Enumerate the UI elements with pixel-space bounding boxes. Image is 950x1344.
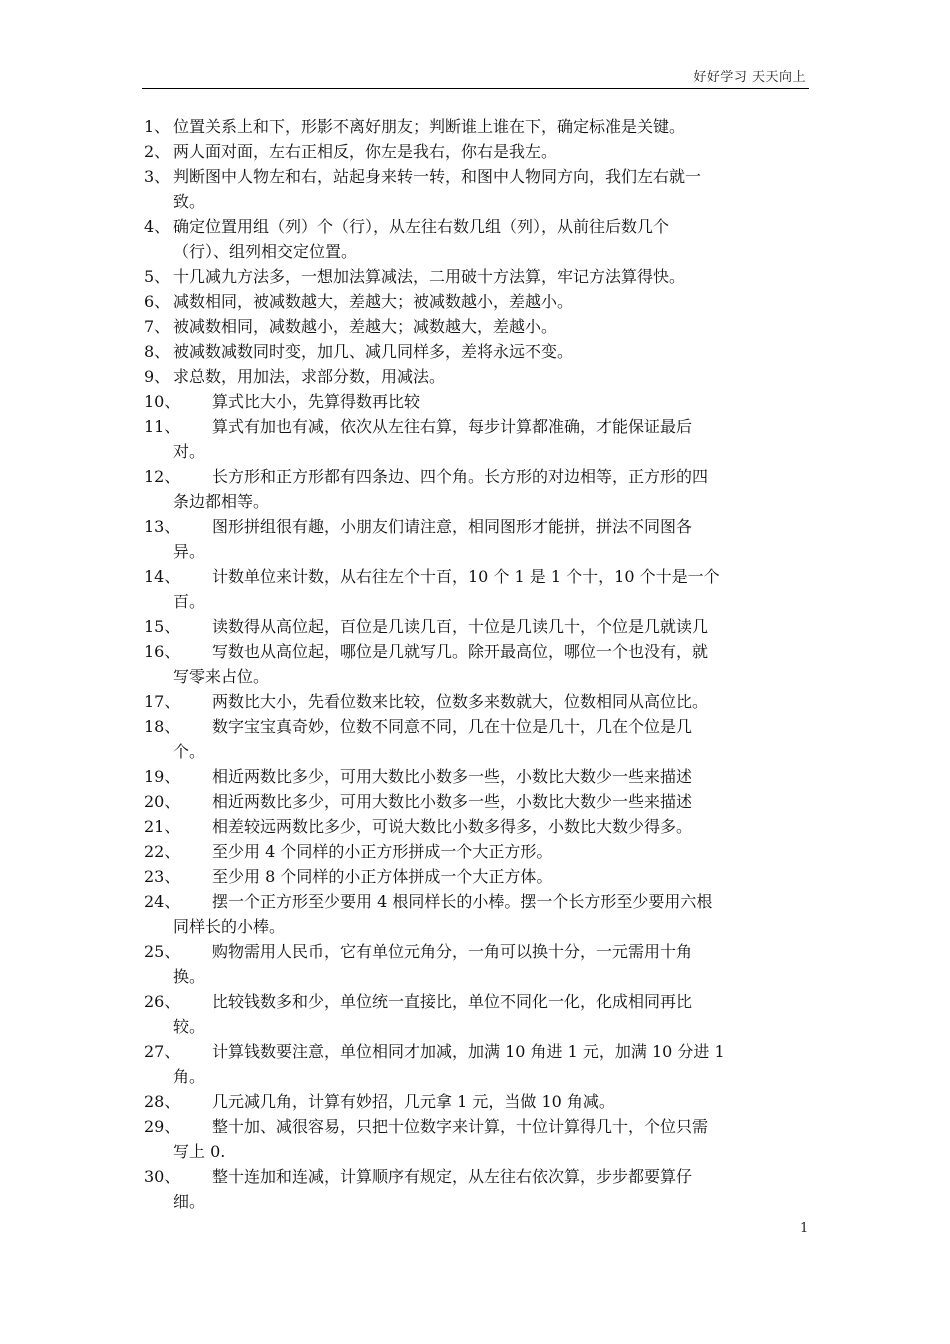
item-text: 计数单位来计数，从右往左个十百，10 个 1 是 1 个十，10 个十是一个 bbox=[212, 567, 720, 586]
item-text: 确定位置用组（列）个（行），从左往右数几组（列），从前往后数几个 bbox=[173, 217, 670, 236]
item-text: 整十连加和连减，计算顺序有规定，从左往右依次算，步步都要算仔 bbox=[212, 1167, 693, 1186]
item-number: 30、 bbox=[144, 1167, 181, 1186]
item-text: 减数相同，被减数越大，差越大；被减数越小，差越小。 bbox=[173, 292, 574, 311]
item-number: 21、 bbox=[144, 817, 181, 836]
item-number: 2、 bbox=[144, 142, 171, 161]
item-number: 29、 bbox=[144, 1117, 181, 1136]
item-number: 10、 bbox=[144, 392, 181, 411]
item-text: 购物需用人民币，它有单位元角分，一角可以换十分，一元需用十角 bbox=[212, 942, 693, 961]
list-item bbox=[144, 139, 808, 164]
item-number: 16、 bbox=[144, 642, 181, 661]
list-item bbox=[144, 839, 808, 864]
item-number: 4、 bbox=[144, 217, 171, 236]
item-number: 28、 bbox=[144, 1092, 181, 1111]
list-item bbox=[144, 864, 808, 889]
list-item bbox=[144, 814, 808, 839]
header-rule bbox=[142, 88, 809, 89]
item-text-continuation: 细。 bbox=[173, 1192, 206, 1211]
item-text-continuation: 个。 bbox=[173, 742, 206, 761]
item-text: 计算钱数要注意，单位相同才加减，加满 10 角进 1 元，加满 10 分进 1 bbox=[212, 1042, 725, 1061]
item-text: 数字宝宝真奇妙，位数不同意不同，几在十位是几十，几在个位是几 bbox=[212, 717, 693, 736]
item-text: 相差较远两数比多少，可说大数比小数多得多，小数比大数少得多。 bbox=[212, 817, 693, 836]
list-item bbox=[144, 939, 808, 989]
list-item bbox=[144, 1089, 808, 1114]
page-header-text: 好好学习 天天向上 bbox=[693, 70, 806, 85]
item-text: 相近两数比多少，可用大数比小数多一些，小数比大数少一些来描述 bbox=[212, 767, 693, 786]
item-text: 算式比大小，先算得数再比较 bbox=[212, 392, 421, 411]
item-number: 14、 bbox=[144, 567, 181, 586]
list-item bbox=[144, 1164, 808, 1214]
item-text: 被减数减数同时变，加几、减几同样多，差将永远不变。 bbox=[173, 342, 574, 361]
list-item bbox=[144, 114, 808, 139]
document-body bbox=[144, 114, 808, 1214]
list-item bbox=[144, 214, 808, 264]
item-text-continuation: 对。 bbox=[173, 442, 206, 461]
item-text-continuation: 条边都相等。 bbox=[173, 492, 270, 511]
list-item bbox=[144, 1039, 808, 1089]
list-item bbox=[144, 514, 808, 564]
list-item bbox=[144, 289, 808, 314]
item-number: 8、 bbox=[144, 342, 171, 361]
item-number: 7、 bbox=[144, 317, 171, 336]
list-item bbox=[144, 564, 808, 614]
item-text: 算式有加也有减，依次从左往右算，每步计算都准确，才能保证最后 bbox=[212, 417, 693, 436]
list-item bbox=[144, 164, 808, 214]
item-number: 11、 bbox=[144, 417, 181, 436]
item-text: 摆一个正方形至少要用 4 根同样长的小棒。摆一个长方形至少要用六根 bbox=[212, 892, 713, 911]
item-number: 24、 bbox=[144, 892, 181, 911]
item-number: 23、 bbox=[144, 867, 181, 886]
list-item bbox=[144, 339, 808, 364]
item-text: 两人面对面，左右正相反，你左是我右，你右是我左。 bbox=[173, 142, 558, 161]
item-text-continuation: 较。 bbox=[173, 1017, 206, 1036]
list-item bbox=[144, 314, 808, 339]
list-item bbox=[144, 1114, 808, 1164]
item-number: 22、 bbox=[144, 842, 181, 861]
item-number: 13、 bbox=[144, 517, 181, 536]
item-number: 9、 bbox=[144, 367, 171, 386]
item-text-continuation: 写上 0. bbox=[173, 1142, 226, 1161]
item-number: 18、 bbox=[144, 717, 181, 736]
list-item bbox=[144, 639, 808, 689]
item-text: 被减数相同，减数越小，差越大；减数越大，差越小。 bbox=[173, 317, 558, 336]
item-number: 17、 bbox=[144, 692, 181, 711]
list-item bbox=[144, 989, 808, 1039]
item-number: 20、 bbox=[144, 792, 181, 811]
item-number: 6、 bbox=[144, 292, 171, 311]
item-text: 至少用 4 个同样的小正方形拼成一个大正方形。 bbox=[212, 842, 553, 861]
item-number: 26、 bbox=[144, 992, 181, 1011]
list-item bbox=[144, 889, 808, 939]
item-text: 求总数，用加法，求部分数，用减法。 bbox=[173, 367, 446, 386]
item-text: 图形拼组很有趣，小朋友们请注意，相同图形才能拼，拼法不同图各 bbox=[212, 517, 693, 536]
item-number: 19、 bbox=[144, 767, 181, 786]
item-number: 3、 bbox=[144, 167, 171, 186]
item-text-continuation: （行）、组列相交定位置。 bbox=[173, 242, 358, 261]
item-number: 15、 bbox=[144, 617, 181, 636]
list-item bbox=[144, 789, 808, 814]
item-text-continuation: 换。 bbox=[173, 967, 206, 986]
item-number: 25、 bbox=[144, 942, 181, 961]
item-number: 12、 bbox=[144, 467, 181, 486]
item-text: 读数得从高位起，百位是几读几百，十位是几读几十，个位是几就读几 bbox=[212, 617, 709, 636]
list-item bbox=[144, 714, 808, 764]
item-text: 至少用 8 个同样的小正方体拼成一个大正方体。 bbox=[212, 867, 553, 886]
item-text: 相近两数比多少，可用大数比小数多一些，小数比大数少一些来描述 bbox=[212, 792, 693, 811]
item-text-continuation: 致。 bbox=[173, 192, 206, 211]
list-item bbox=[144, 389, 808, 414]
item-text-continuation: 角。 bbox=[173, 1067, 206, 1086]
list-item bbox=[144, 414, 808, 464]
item-text-continuation: 百。 bbox=[173, 592, 206, 611]
item-text: 长方形和正方形都有四条边、四个角。长方形的对边相等，正方形的四 bbox=[212, 467, 709, 486]
item-text: 位置关系上和下，形影不离好朋友；判断谁上谁在下，确定标准是关键。 bbox=[173, 117, 686, 136]
item-text: 比较钱数多和少，单位统一直接比，单位不同化一化，化成相同再比 bbox=[212, 992, 693, 1011]
item-text: 判断图中人物左和右，站起身来转一转，和图中人物同方向，我们左右就一 bbox=[173, 167, 702, 186]
item-number: 27、 bbox=[144, 1042, 181, 1061]
item-number: 1、 bbox=[144, 117, 171, 136]
page-number: 1 bbox=[800, 1221, 809, 1236]
item-text-continuation: 同样长的小棒。 bbox=[173, 917, 286, 936]
list-item bbox=[144, 464, 808, 514]
item-text: 整十加、减很容易，只把十位数字来计算，十位计算得几十，个位只需 bbox=[212, 1117, 709, 1136]
item-text: 两数比大小，先看位数来比较，位数多来数就大，位数相同从高位比。 bbox=[212, 692, 709, 711]
list-item bbox=[144, 689, 808, 714]
item-text: 几元减几角，计算有妙招，几元拿 1 元，当做 10 角减。 bbox=[212, 1092, 615, 1111]
item-text: 写数也从高位起，哪位是几就写几。除开最高位，哪位一个也没有，就 bbox=[212, 642, 709, 661]
list-item bbox=[144, 614, 808, 639]
item-number: 5、 bbox=[144, 267, 171, 286]
item-text: 十几减九方法多，一想加法算减法，二用破十方法算，牢记方法算得快。 bbox=[173, 267, 686, 286]
list-item bbox=[144, 364, 808, 389]
item-text-continuation: 写零来占位。 bbox=[173, 667, 270, 686]
list-item bbox=[144, 264, 808, 289]
item-text-continuation: 异。 bbox=[173, 542, 206, 561]
list-item bbox=[144, 764, 808, 789]
